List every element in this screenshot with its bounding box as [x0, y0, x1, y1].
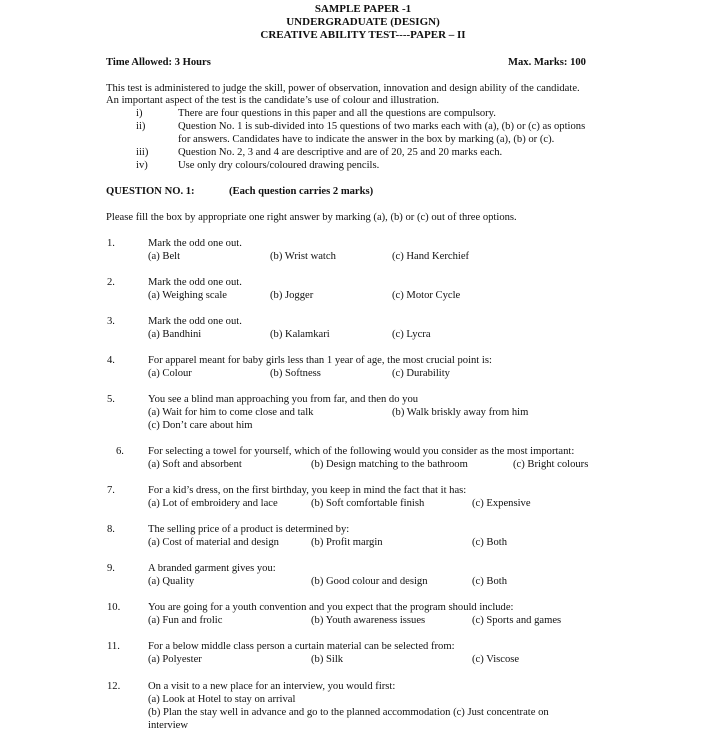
option-b: (b) Profit margin [311, 537, 383, 548]
option-a: (a) Look at Hotel to stay on arrival [148, 694, 296, 705]
option-c: (c) Viscose [472, 654, 520, 665]
option-a: (a) Bandhini [148, 329, 202, 340]
section-title: QUESTION NO. 1: [106, 186, 195, 197]
instruction-text: for answers. Candidates have to indicate the answer in the box by marking (a), (b) or (c). [178, 134, 555, 145]
option-a: (a) Wait for him to come close and talk [148, 407, 314, 418]
question-text: Mark the odd one out. [148, 238, 242, 249]
option-c: (c) Don’t care about him [148, 420, 253, 431]
option-b: (b) Walk briskly away from him [392, 407, 529, 418]
question-text: On a visit to a new place for an interview, you would first: [148, 681, 396, 692]
option-c: (c) Both [472, 576, 508, 587]
option-a: (a) Colour [148, 368, 192, 379]
question-text: For a below middle class person a curtain material can be selected from: [148, 641, 455, 652]
paper-test-name: CREATIVE ABILITY TEST----PAPER – II [260, 29, 466, 41]
option-c: (c) Sports and games [472, 615, 562, 626]
option-b: (b) Youth awareness issues [311, 615, 426, 626]
question-number: 11. [107, 641, 120, 652]
question-text: You see a blind man approaching you from far, and then do you [148, 394, 419, 405]
option-c: (c) Expensive [472, 498, 531, 509]
option-b: (b) Good colour and design [311, 576, 428, 587]
option-c: (c) Bright colours [513, 459, 589, 470]
time-allowed: Time Allowed: 3 Hours [106, 57, 211, 68]
instruction-number: iv) [136, 160, 148, 171]
option-a: (a) Belt [148, 251, 181, 262]
option-c: (c) Hand Kerchief [392, 251, 470, 262]
option-b: (b) Jogger [270, 290, 314, 301]
instruction-text: Use only dry colours/coloured drawing pencils. [178, 160, 380, 171]
instruction-text: There are four questions in this paper and all the questions are compulsory. [178, 108, 496, 119]
question-text: The selling price of a product is determined by: [148, 524, 350, 535]
question-number: 6. [116, 446, 124, 457]
option-b: (b) Design matching to the bathroom [311, 459, 468, 470]
question-text: You are going for a youth convention and you expect that the program should include: [148, 602, 514, 613]
question-number: 2. [107, 277, 115, 288]
instruction-text: Question No. 1 is sub-divided into 15 questions of two marks each with (a), (b) or (c) as options [178, 121, 586, 132]
intro-line-2: An important aspect of the test is the candidate’s use of colour and illustration. [106, 95, 440, 106]
option-c: interview [148, 720, 189, 731]
question-text: Mark the odd one out. [148, 277, 242, 288]
instruction-number: iii) [136, 147, 149, 158]
option-b: (b) Wrist watch [270, 251, 336, 262]
question-number: 4. [107, 355, 115, 366]
option-b: (b) Silk [311, 654, 344, 665]
question-number: 10. [107, 602, 121, 613]
question-text: A branded garment gives you: [148, 563, 276, 574]
paper-title: SAMPLE PAPER -1 [314, 3, 412, 15]
question-text: For a kid’s dress, on the first birthday, you keep in mind the fact that it has: [148, 485, 467, 496]
option-b: (b) Soft comfortable finish [311, 498, 425, 509]
question-number: 3. [107, 316, 115, 327]
option-c: (c) Durability [392, 368, 450, 379]
instruction-text: Question No. 2, 3 and 4 are descriptive and are of 20, 25 and 20 marks each. [178, 147, 503, 158]
option-a: (a) Fun and frolic [148, 615, 223, 626]
section-note: (Each question carries 2 marks) [229, 186, 374, 197]
question-number: 12. [107, 681, 121, 692]
question-number: 8. [107, 524, 115, 535]
option-a: (a) Quality [148, 576, 195, 587]
instruction-number: i) [136, 108, 143, 119]
option-c: (c) Lycra [392, 329, 431, 340]
paper-subtitle: UNDERGRADUATE (DESIGN) [286, 16, 440, 28]
option-a: (a) Lot of embroidery and lace [148, 498, 278, 509]
question-text: Mark the odd one out. [148, 316, 242, 327]
question-number: 1. [107, 238, 115, 249]
option-b: (b) Plan the stay well in advance and go to the planned accommodation (c) Just concentrate on [148, 707, 549, 718]
option-a: (a) Polyester [148, 654, 202, 665]
option-a: (a) Weighing scale [148, 290, 227, 301]
option-c: (c) Motor Cycle [392, 290, 461, 301]
max-marks: Max. Marks: 100 [508, 57, 586, 68]
question-number: 5. [107, 394, 115, 405]
instruction-number: ii) [136, 121, 146, 132]
option-a: (a) Cost of material and design [148, 537, 279, 548]
section-instruction: Please fill the box by appropriate one right answer by marking (a), (b) or (c) out of three options. [106, 212, 517, 223]
option-b: (b) Softness [270, 368, 321, 379]
question-number: 9. [107, 563, 115, 574]
question-text: For selecting a towel for yourself, which of the following would you consider as the most important: [148, 446, 575, 457]
option-b: (b) Kalamkari [270, 329, 330, 340]
question-text: For apparel meant for baby girls less than 1 year of age, the most crucial point is: [148, 355, 492, 366]
intro-line-1: This test is administered to judge the skill, power of observation, innovation and design ability of the candidate. [106, 83, 580, 94]
question-number: 7. [107, 485, 115, 496]
option-a: (a) Soft and absorbent [148, 459, 242, 470]
option-c: (c) Both [472, 537, 508, 548]
